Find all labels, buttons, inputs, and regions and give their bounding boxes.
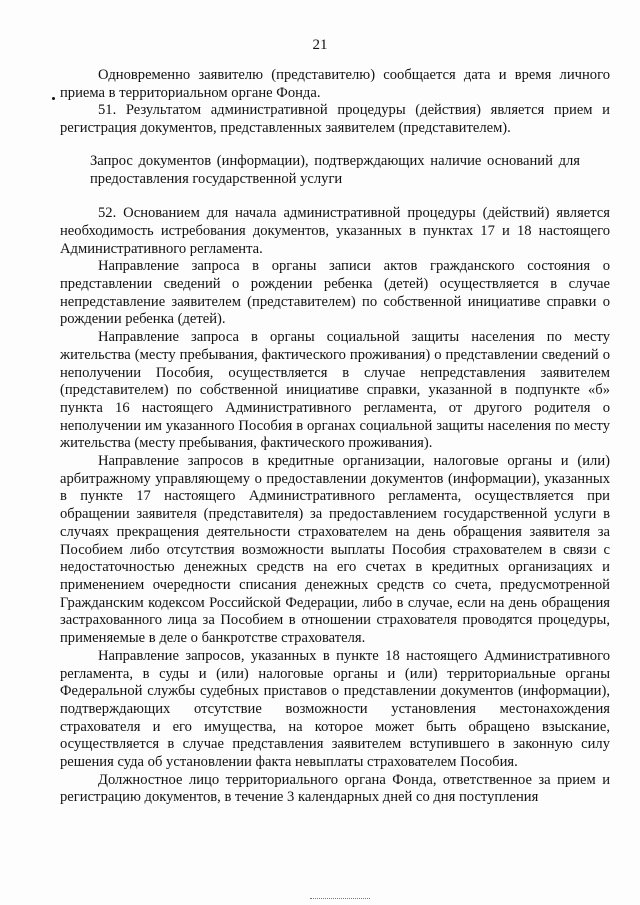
document-body xyxy=(60,67,610,807)
section-heading: Запрос документов (информации), подтверждающих наличие оснований для предоставления государственной услуги xyxy=(90,152,580,187)
paragraph-courts-tax-request: Направление запросов, указанных в пункте 18 настоящего Административного регламента, в суды и (или) налоговые органы и (или) территориальные органы Федеральной службы судебных приставов о представлении документов (информации), подтверждающих отсутствие возможности установления местонахождения страхователя и его имущества, на которое может быть обращено взыскание, осуществляется в случае представления заявителем вступившего в законную силу решения суда об установлении факта невыплаты страхователем Пособия. xyxy=(60,647,610,771)
paragraph-credit-organizations-request: Направление запросов в кредитные организации, налоговые органы и (или) арбитражному управляющему о предоставлении документов (информации), указанных в пункте 17 настоящего Административного регламента, осуществляется при обращении заявителя (представителя) за предоставлением государственной услуги в случаях прекращения деятельности страхователем на день обращения заявителя за Пособием либо отсутствия возможности выплаты Пособия страхователем в связи с недостаточностью денежных средств на его счетах в кредитных организациях и применением очередности списания денежных средств со счета, предусмотренной Гражданским кодексом Российской Федерации, либо в случае, если на день обращения застрахованного лица за Пособием в отношении страхователя проводятся процедуры, применяемые в деле о банкротстве страхователя. xyxy=(60,453,610,647)
paragraph-51: 51. Результатом административной процедуры (действия) является прием и регистрация документов, представленных заявителем (представителем). xyxy=(60,102,610,137)
paragraph-civil-registry-request: Направление запроса в органы записи актов гражданского состояния о представлении сведений о рождении ребенка (детей) осуществляется в случае непредставление заявителем (представителем) по собственной инициативе справки о рождении ребенка (детей). xyxy=(60,258,610,328)
paragraph-personal-reception: Одновременно заявителю (представителю) сообщается дата и время личного приема в территориальном органе Фонда. xyxy=(60,67,610,101)
paragraph-52: 52. Основанием для начала административной процедуры (действий) является необходимость истребования документов, указанных в пунктах 17 и 18 настоящего Административного регламента. xyxy=(60,205,610,257)
paragraph-official-responsible: Должностное лицо территориального органа Фонда, ответственное за прием и регистрацию документов, в течение 3 календарных дней со дня поступления xyxy=(60,771,610,806)
page-number: 21 xyxy=(312,37,328,53)
bottom-scan-mark xyxy=(310,898,370,900)
margin-dot xyxy=(52,97,55,100)
paragraph-social-protection-request: Направление запроса в органы социальной защиты населения по месту жительства (месту пребывания, фактического проживания) о представлении сведений о неполучении Пособия, осуществляется в случае непредставления заявителем (представителем) по собственной инициативе справки, указанной в подпункте «б» пункта 16 настоящего Административного регламента, от другого родителя о неполучении им указанного Пособия в органах социальной защиты населения по месту жительства (месту пребывания, фактического проживания). xyxy=(60,329,610,452)
